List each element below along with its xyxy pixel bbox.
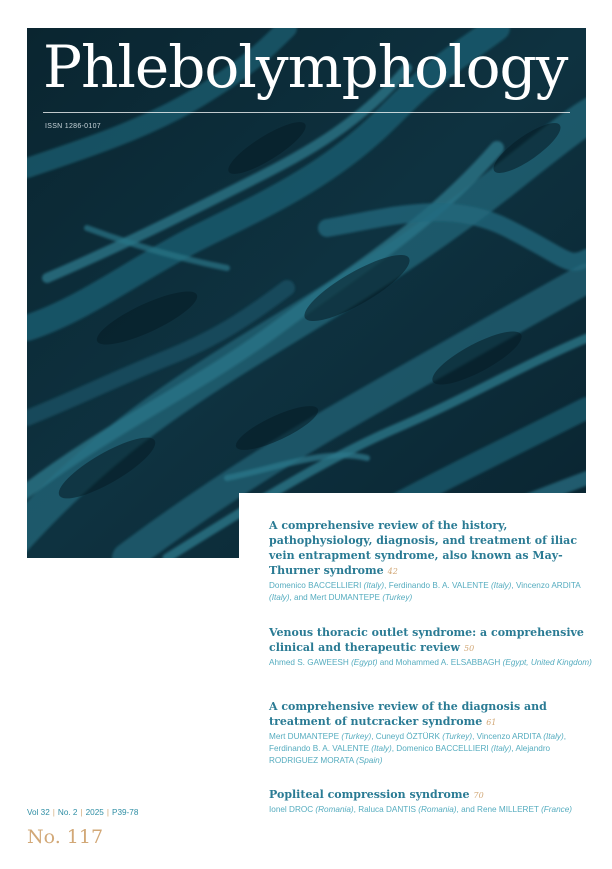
author-name: Domenico BACCELLIERI [269,581,362,590]
author-country: (Romania) [418,805,457,814]
author-name: Cuneyd ÖZTÜRK [375,732,440,741]
article-4[interactable] [269,787,599,816]
article-1[interactable] [269,518,599,604]
article-page: 42 [387,567,398,576]
author-name: Mert DUMANTEPE [309,593,381,602]
author-name: Vincenzo ARDITA [476,732,541,741]
issue-number: No. 2 [57,808,78,817]
author-country: (Turkey) [382,593,413,602]
author-name: Ferdinando B. A. VALENTE [269,744,369,753]
author-name: Ferdinando B. A. VALENTE [388,581,489,590]
article-page: 70 [473,791,484,800]
article-title[interactable]: A comprehensive review of the diagnosis and treatment of nutcracker syndrome 61 [269,700,547,728]
page-range: P39-78 [111,808,139,817]
author-country: (Italy) [363,581,385,590]
author-country: (Romania) [315,805,354,814]
article-authors: Ionel DROC (Romania), Raluca DANTIS (Romania), and Rene MILLERET (France) [269,805,572,814]
author-name: Rene MILLERET [477,805,539,814]
author-country: (France) [541,805,572,814]
author-country: (Spain) [356,756,383,765]
article-title[interactable]: A comprehensive review of the history, pathophysiology, diagnosis, and treatment of iliac vein entrapment syndrome, also known as May-Thurner syndrome 42 [269,519,578,577]
article-2[interactable] [269,625,599,669]
article-authors: Ahmed S. GAWEESH (Egypt) and Mohammed A. ELSABBAGH (Egypt, United Kingdom) [269,658,592,667]
author-name: Ionel DROC [269,805,314,814]
author-country: (Turkey) [341,732,372,741]
masthead-rule [43,112,570,113]
author-country: (Egypt, United Kingdom) [502,658,592,667]
author-name: Mohammed A. ELSABBAGH [395,658,501,667]
issue-info: Vol 32 | No. 2 | 2025 | P39-78 [27,808,139,817]
author-country: (Turkey) [442,732,473,741]
issue-number-large: No. 117 [27,826,104,848]
article-authors: Domenico BACCELLIERI (Italy), Ferdinando B. A. VALENTE (Italy), Vincenzo ARDITA (Italy), and Mert DUMANTEPE (Turkey) [269,581,581,602]
author-name: Domenico BACCELLIERI [396,744,489,753]
author-country: (Egypt) [351,658,378,667]
journal-title: Phlebolymphology [43,33,568,101]
article-page: 61 [486,718,497,727]
issn: ISSN 1286-0107 [45,123,101,130]
article-title[interactable]: Venous thoracic outlet syndrome: a comprehensive clinical and therapeutic review 50 [269,626,584,654]
author-country: (Italy) [490,581,512,590]
river-texture [27,28,586,558]
author-name: Ahmed S. GAWEESH [269,658,349,667]
year: 2025 [85,808,104,817]
author-country: (Italy) [371,744,392,753]
author-country: (Italy) [490,744,512,753]
author-name: Alejandro RODRIGUEZ MORATA [269,744,551,765]
author-country: (Italy) [543,732,564,741]
volume: Vol 32 [27,808,50,817]
author-country: (Italy) [269,593,290,602]
article-page: 50 [464,644,475,653]
cover-image-aerial-river [27,28,586,558]
article-3[interactable] [269,699,599,767]
article-title[interactable]: Popliteal compression syndrome 70 [269,788,484,801]
author-name: Mert DUMANTEPE [269,732,340,741]
article-authors: Mert DUMANTEPE (Turkey), Cuneyd ÖZTÜRK (Turkey), Vincenzo ARDITA (Italy), Ferdinando B. A. VALENTE (Italy), Domenico BACCELLIERI (Italy), Alejandro RODRIGUEZ MORATA (Spain) [269,732,567,765]
author-name: Raluca DANTIS [358,805,417,814]
author-name: Vincenzo ARDITA [515,581,581,590]
